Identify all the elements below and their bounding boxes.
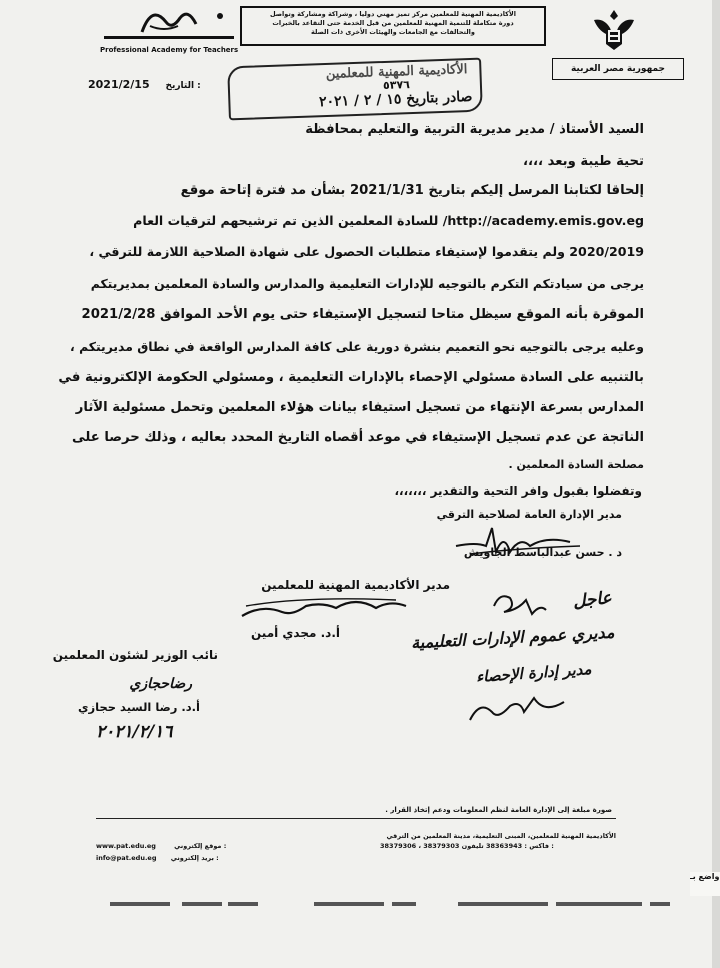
copy-note: صورة مبلغة إلى الإدارة العامة لنظم المعلومات ودعم إتخاذ القرار . xyxy=(385,806,612,814)
body-line: إلحاقا لكتابنا المرسل إليكم بتاريخ 2021/1/31 بشأن مد فترة إتاحة موقع xyxy=(180,183,644,198)
closing: وتفضلوا بقبول وافر التحية والتقدير ،،،،،،، xyxy=(394,484,642,498)
signature-3-date: ٢٠٢١/٢/١٦ xyxy=(96,722,173,742)
stamp-issued-date: صادر بتاريخ ١٥ / ٢ / ٢٠٢١ xyxy=(318,88,473,111)
body-line: وعليه يرجى بالتوجيه نحو التعميم بنشرة دورية على كافة المدارس الواقعة في نطاق مديريتكم ، xyxy=(70,339,644,354)
website-value[interactable]: www.pat.edu.eg xyxy=(96,842,156,850)
body-line: الناتجة عن عدم تسجيل الإستيفاء في موعد أقصاه التاريخ المحدد بعاليه ، وذلك حرصا على xyxy=(72,430,644,445)
signature-2-title: مدير الأكاديمية المهنية للمعلمين xyxy=(261,578,450,592)
header-line: دورة متكاملة للتنمية المهنية للمعلمين من قبل الخدمة حتى التقاعد بالخبرات xyxy=(272,19,514,27)
date-line xyxy=(88,78,201,91)
stamp-org: الأكاديمية المهنية للمعلمين xyxy=(325,62,468,83)
edge-fragment: واضع بـ xyxy=(690,872,720,896)
header-line: الأكاديمية المهنية للمعلمين مركز تميز مهني دوليا ، وشراكة ومشاركة وتواصل xyxy=(269,10,517,18)
body-line: بالتنبيه على السادة مسئولي الإحصاء بالإدارات التعليمية ، ومسئولي الحكومة الإلكترونية في xyxy=(58,370,644,385)
scan-noise-line xyxy=(110,898,670,910)
body-line: الموقرة بأنه الموقع سيظل متاحا لتسجيل الإستيفاء حتى يوم الأحد الموافق 2021/2/28 xyxy=(81,307,644,322)
handwritten-urgent: عاجل xyxy=(572,588,613,612)
handwritten-signature xyxy=(460,690,580,730)
body-line: 2020/2019 ولم يتقدموا لإستيفاء متطلبات الحصول على شهادة الصلاحية اللازمة للترقي ، xyxy=(89,244,644,259)
footer-email xyxy=(96,854,219,862)
signature-3-scribble: رضاحجازي xyxy=(129,676,192,692)
academy-name-en: Professional Academy for Teachers xyxy=(100,46,239,54)
email-value[interactable]: info@pat.edu.eg xyxy=(96,854,157,862)
signature-2-scribble xyxy=(236,592,416,626)
phone-2: 38379303 xyxy=(423,842,460,850)
website-link[interactable]: http://academy.emis.gov.eg/ للسادة المعلمين الذين تم ترشيحهم لترقيات العام xyxy=(133,213,644,228)
email-label: بريد إلكتروني : xyxy=(170,854,219,862)
website-label: موقع إلكتروني : xyxy=(174,842,227,850)
date-value: 2021/2/15 xyxy=(88,78,150,91)
date-label: التاريخ : xyxy=(165,81,201,91)
phone-3: 38379306 xyxy=(380,842,417,850)
eagle-emblem-icon xyxy=(590,6,638,52)
handwritten-initials xyxy=(486,584,556,624)
greeting: تحية طيبة وبعد ،،،، xyxy=(522,154,644,169)
addressee: السيد الأستاذ / مدير مديرية التربية والتعليم بمحافظة xyxy=(305,122,644,137)
handwritten-directors: مديري عموم الإدارات التعليمية xyxy=(410,622,615,653)
footer-phones: 38379306 ، 38379303 فاكس : 38363943 تليفون : xyxy=(380,842,554,850)
academy-logo-mark xyxy=(100,2,240,46)
outgoing-stamp xyxy=(227,58,483,121)
signature-1-name: د . حسن عبدالباسط الجاويش xyxy=(463,546,622,559)
body-line: المدارس بسرعة الإنتهاء من تسجيل استيفاء بيانات هؤلاء المعلمين وتحمل مسئولية الآثار xyxy=(75,400,644,415)
republic-label: جمهورية مصر العربية xyxy=(552,58,684,80)
phone-1: 38363943 xyxy=(485,842,523,850)
signature-1-title: مدير الإدارة العامة لصلاحية الترقي xyxy=(436,508,622,521)
signature-3-title: نائب الوزير لشئون المعلمين xyxy=(52,648,218,662)
header-mission-box xyxy=(240,6,546,46)
header-line: والتحالفات مع الجامعات والهيئات الأخرى ذات الصلة xyxy=(311,28,475,36)
academy-logo xyxy=(100,2,240,54)
phones-label: تليفون : xyxy=(461,842,554,850)
stamp-number: ٥٣٧٦ xyxy=(382,78,411,93)
footer-website xyxy=(96,842,226,850)
signature-3-name: أ.د. رضا السيد حجازي xyxy=(78,700,200,714)
body-line: يرجى من سيادتكم التكرم بالتوجيه للإدارات التعليمية والمدارس والسادة المعلمين بمديريتكم xyxy=(90,276,644,291)
footer-divider xyxy=(96,818,616,819)
body-line xyxy=(54,213,644,229)
body-line: مصلحة السادة المعلمين . xyxy=(508,458,644,471)
fax-label: فاكس : xyxy=(524,842,549,850)
handwritten-stats-director: مدير إدارة الإحصاء xyxy=(475,659,593,687)
signature-2-name: أ.د. مجدي أمين xyxy=(251,626,340,640)
footer-address: الأكاديمية المهنية للمعلمين، المبنى التعليمية، مدينة المعلمين من الترقي xyxy=(386,832,616,840)
